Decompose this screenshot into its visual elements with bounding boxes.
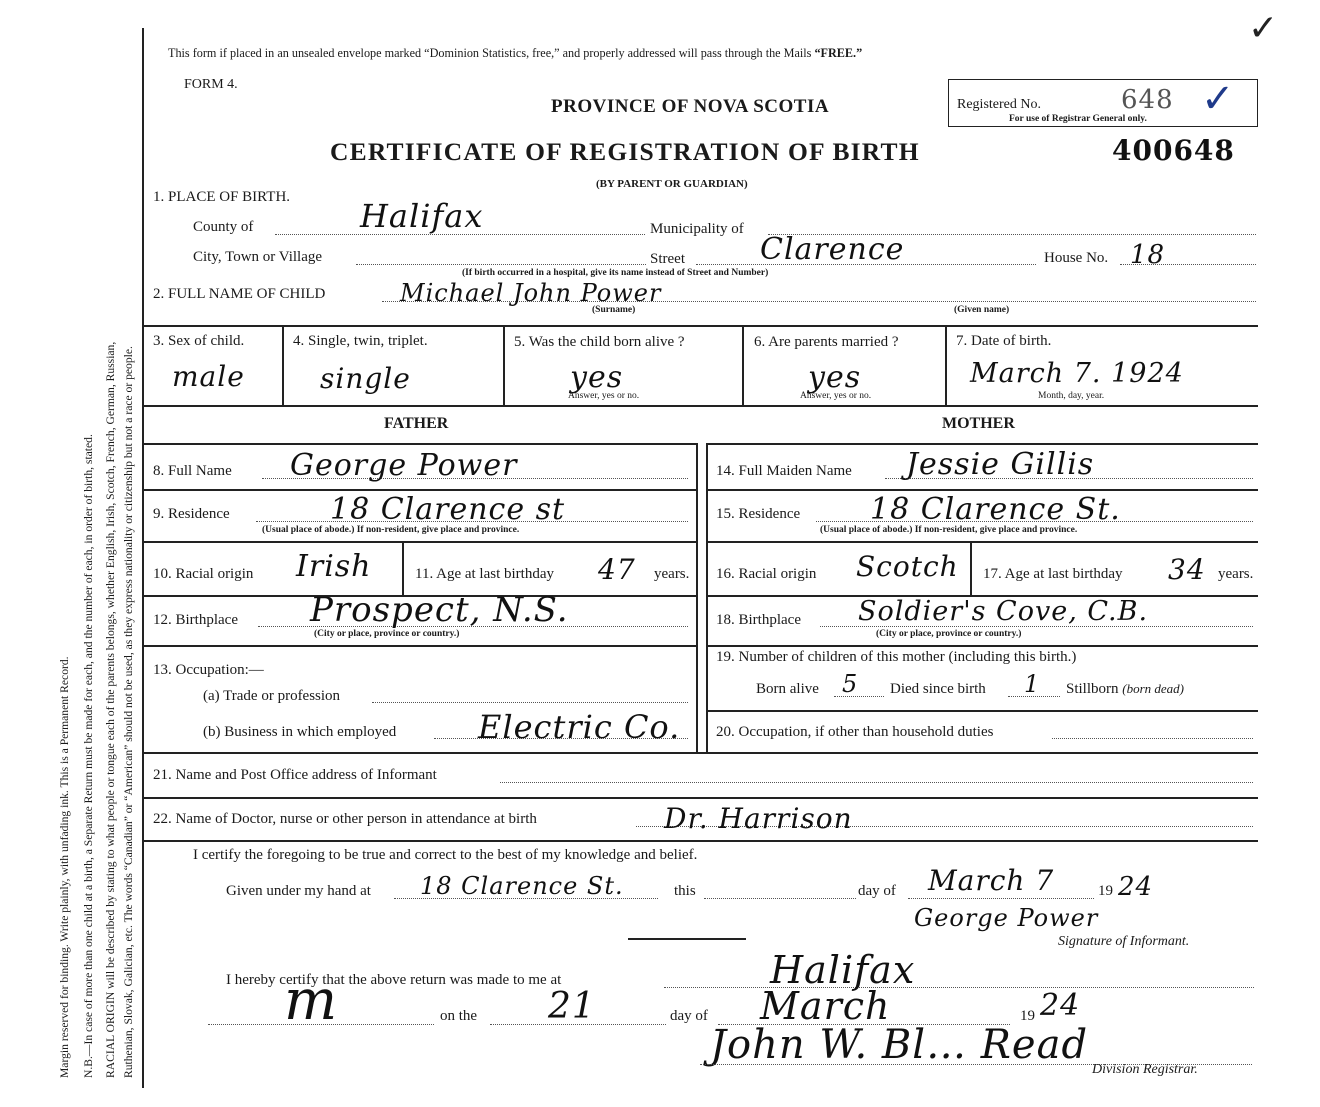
died-label: Died since birth xyxy=(890,681,986,697)
mother-occupation-label: 20. Occupation, if other than household duties xyxy=(716,724,994,740)
father-age-label: 11. Age at last birthday xyxy=(415,566,554,582)
registrar-year-prefix: 19 xyxy=(1020,1008,1035,1024)
hospital-note: (If birth occurred in a hospital, give its name instead of Street and Number) xyxy=(462,268,769,278)
mother-heading: MOTHER xyxy=(942,415,1015,432)
form-left-border xyxy=(142,28,144,1088)
informant-signature-label: Signature of Informant. xyxy=(1058,934,1190,949)
county-label: County of xyxy=(193,219,254,235)
form-number: FORM 4. xyxy=(184,77,238,92)
dob-note: Month, day, year. xyxy=(1038,391,1105,401)
division-registrar-label: Division Registrar. xyxy=(1092,1062,1198,1077)
father-residence-note: (Usual place of abode.) If non-resident, give place and province. xyxy=(262,525,520,535)
certification-statement: I certify the foregoing to be true and correct to the best of my knowledge and belief. xyxy=(193,847,698,863)
father-heading: FATHER xyxy=(384,415,449,432)
mother-residence-label: 15. Residence xyxy=(716,506,801,522)
sex-label: 3. Sex of child. xyxy=(153,333,245,349)
given-this-label: this xyxy=(674,883,696,899)
mother-children-label: 19. Number of children of this mother (including this birth.) xyxy=(716,649,1077,665)
plurality-value: single xyxy=(320,362,411,395)
registrar-year-suffix: 24 xyxy=(1040,988,1081,1023)
registered-number-value: 648 xyxy=(1121,85,1174,115)
father-racial-value: Irish xyxy=(296,549,372,584)
given-date-value: March 7 xyxy=(928,864,1055,897)
mother-racial-value: Scotch xyxy=(856,550,959,583)
registrar-month-value: March xyxy=(760,984,891,1028)
province-heading: PROVINCE OF NOVA SCOTIA xyxy=(551,96,830,117)
mother-birthplace-note: (City or place, province or country.) xyxy=(876,629,1022,639)
registrar-day-value: 21 xyxy=(548,986,596,1027)
registrar-statement: I hereby certify that the above return was made to me at xyxy=(226,972,562,988)
doctor-value: Dr. Harrison xyxy=(664,802,853,835)
mother-birthplace-value: Soldier's Cove, C.B. xyxy=(858,596,1149,627)
born-alive-value: 5 xyxy=(842,670,859,698)
divider-line xyxy=(143,405,1258,407)
father-residence-value: 18 Clarence st xyxy=(330,492,566,527)
column-divider xyxy=(696,443,698,753)
place-of-birth-label: 1. PLACE OF BIRTH. xyxy=(153,189,291,205)
house-number-label: House No. xyxy=(1044,250,1109,266)
registrar-on-the-label: on the xyxy=(440,1008,478,1024)
married-note: Answer, yes or no. xyxy=(800,391,872,401)
corner-check-icon: ✓ xyxy=(1248,8,1279,49)
mother-residence-note: (Usual place of abode.) If non-resident, give place and province. xyxy=(820,525,1078,535)
certificate-number: 400648 xyxy=(1112,134,1235,167)
registered-number-label: Registered No. xyxy=(957,97,1041,112)
alive-note: Answer, yes or no. xyxy=(568,391,640,401)
given-name-note: (Given name) xyxy=(954,305,1010,315)
mail-notice: This form if placed in an unsealed envelope marked “Dominion Statistics, free,” and properly addressed will pass through the Mails “FREE.” xyxy=(168,46,863,60)
stillborn-label: Stillborn (born dead) xyxy=(1066,681,1185,697)
plurality-label: 4. Single, twin, triplet. xyxy=(293,333,428,349)
married-value: yes xyxy=(808,360,862,395)
mother-age-value: 34 xyxy=(1168,553,1206,586)
county-value: Halifax xyxy=(360,197,484,235)
city-label: City, Town or Village xyxy=(193,249,323,265)
registered-check-icon: ✓ xyxy=(1201,76,1235,122)
registered-number-box xyxy=(948,76,1258,127)
surname-note: (Surname) xyxy=(592,305,636,315)
given-under-label: Given under my hand at xyxy=(226,883,371,899)
certificate-subtitle: (BY PARENT OR GUARDIAN) xyxy=(596,178,748,190)
street-value: Clarence xyxy=(760,232,905,267)
margin-note-binding: Margin reserved for binding. Write plainly, with unfading ink. This is a Permanent Record. xyxy=(58,656,71,1078)
dob-label: 7. Date of birth. xyxy=(956,333,1052,349)
registrar-signature: John W. Bl… Read xyxy=(710,1022,1089,1068)
father-age-value: 47 xyxy=(598,553,636,586)
father-name-label: 8. Full Name xyxy=(153,463,232,479)
mother-birthplace-label: 18. Birthplace xyxy=(716,612,801,628)
father-birthplace-label: 12. Birthplace xyxy=(153,612,238,628)
mother-racial-label: 16. Racial origin xyxy=(716,566,817,582)
father-occupation-label: 13. Occupation:— xyxy=(153,662,264,678)
father-residence-label: 9. Residence xyxy=(153,506,230,522)
house-number-value: 18 xyxy=(1130,240,1166,270)
margin-note-multiple-births: N.B.—In case of more than one child at a birth, a Separate Return must be made for each, and the number of each, in order of birth, stated. xyxy=(82,434,95,1078)
registered-number-note: For use of Registrar General only. xyxy=(1009,114,1147,124)
father-birthplace-value: Prospect, N.S. xyxy=(310,590,569,630)
margin-note-nationality: Ruthenian, Slovak, Galician, etc. The words “Canadian” or “American” should not be used, as they express nationality or citizenship but not a race or people. xyxy=(122,346,135,1078)
doctor-label: 22. Name of Doctor, nurse or other person in attendance at birth xyxy=(153,811,537,827)
father-trade-label: (a) Trade or profession xyxy=(203,688,341,704)
married-label: 6. Are parents married ? xyxy=(754,334,899,350)
mother-name-value: Jessie Gillis xyxy=(906,447,1095,482)
mother-residence-value: 18 Clarence St. xyxy=(870,492,1121,527)
dob-value: March 7. 1924 xyxy=(970,358,1184,389)
father-business-label: (b) Business in which employed xyxy=(203,724,397,740)
informant-label: 21. Name and Post Office address of Informant xyxy=(153,767,437,783)
given-day-of-label: day of xyxy=(858,883,896,899)
registrar-place-value: Halifax xyxy=(770,948,916,992)
informant-signature: George Power xyxy=(914,904,1099,932)
father-racial-label: 10. Racial origin xyxy=(153,566,254,582)
divider-line xyxy=(143,325,1258,327)
given-year-prefix: 19 xyxy=(1098,883,1113,899)
child-name-label: 2. FULL NAME OF CHILD xyxy=(153,286,326,302)
margin-note-racial-origin: RACIAL ORIGIN will be described by stating to what people or tongue each of the parents belongs, whether English, Irish, Scotch, French, German, Russian, xyxy=(104,341,117,1078)
father-name-value: George Power xyxy=(290,448,518,483)
registrar-mark: m xyxy=(284,968,339,1033)
street-label: Street xyxy=(650,251,685,267)
mother-age-label: 17. Age at last birthday xyxy=(983,566,1123,582)
given-year-suffix: 24 xyxy=(1118,872,1154,902)
sex-value: male xyxy=(172,360,245,393)
alive-label: 5. Was the child born alive ? xyxy=(514,334,685,350)
municipality-label: Municipality of xyxy=(650,221,744,237)
father-birthplace-note: (City or place, province or country.) xyxy=(314,629,460,639)
died-value: 1 xyxy=(1024,670,1041,698)
given-place-value: 18 Clarence St. xyxy=(420,872,624,900)
certificate-title: CERTIFICATE OF REGISTRATION OF BIRTH xyxy=(330,137,920,166)
alive-value: yes xyxy=(570,360,624,395)
mother-name-label: 14. Full Maiden Name xyxy=(716,463,852,479)
registrar-day-of-label: day of xyxy=(670,1008,708,1024)
born-alive-label: Born alive xyxy=(756,681,819,697)
child-name-value: Michael John Power xyxy=(400,279,662,307)
mother-age-years: years. xyxy=(1218,566,1254,582)
father-business-value: Electric Co. xyxy=(478,708,681,746)
father-age-years: years. xyxy=(654,566,690,582)
